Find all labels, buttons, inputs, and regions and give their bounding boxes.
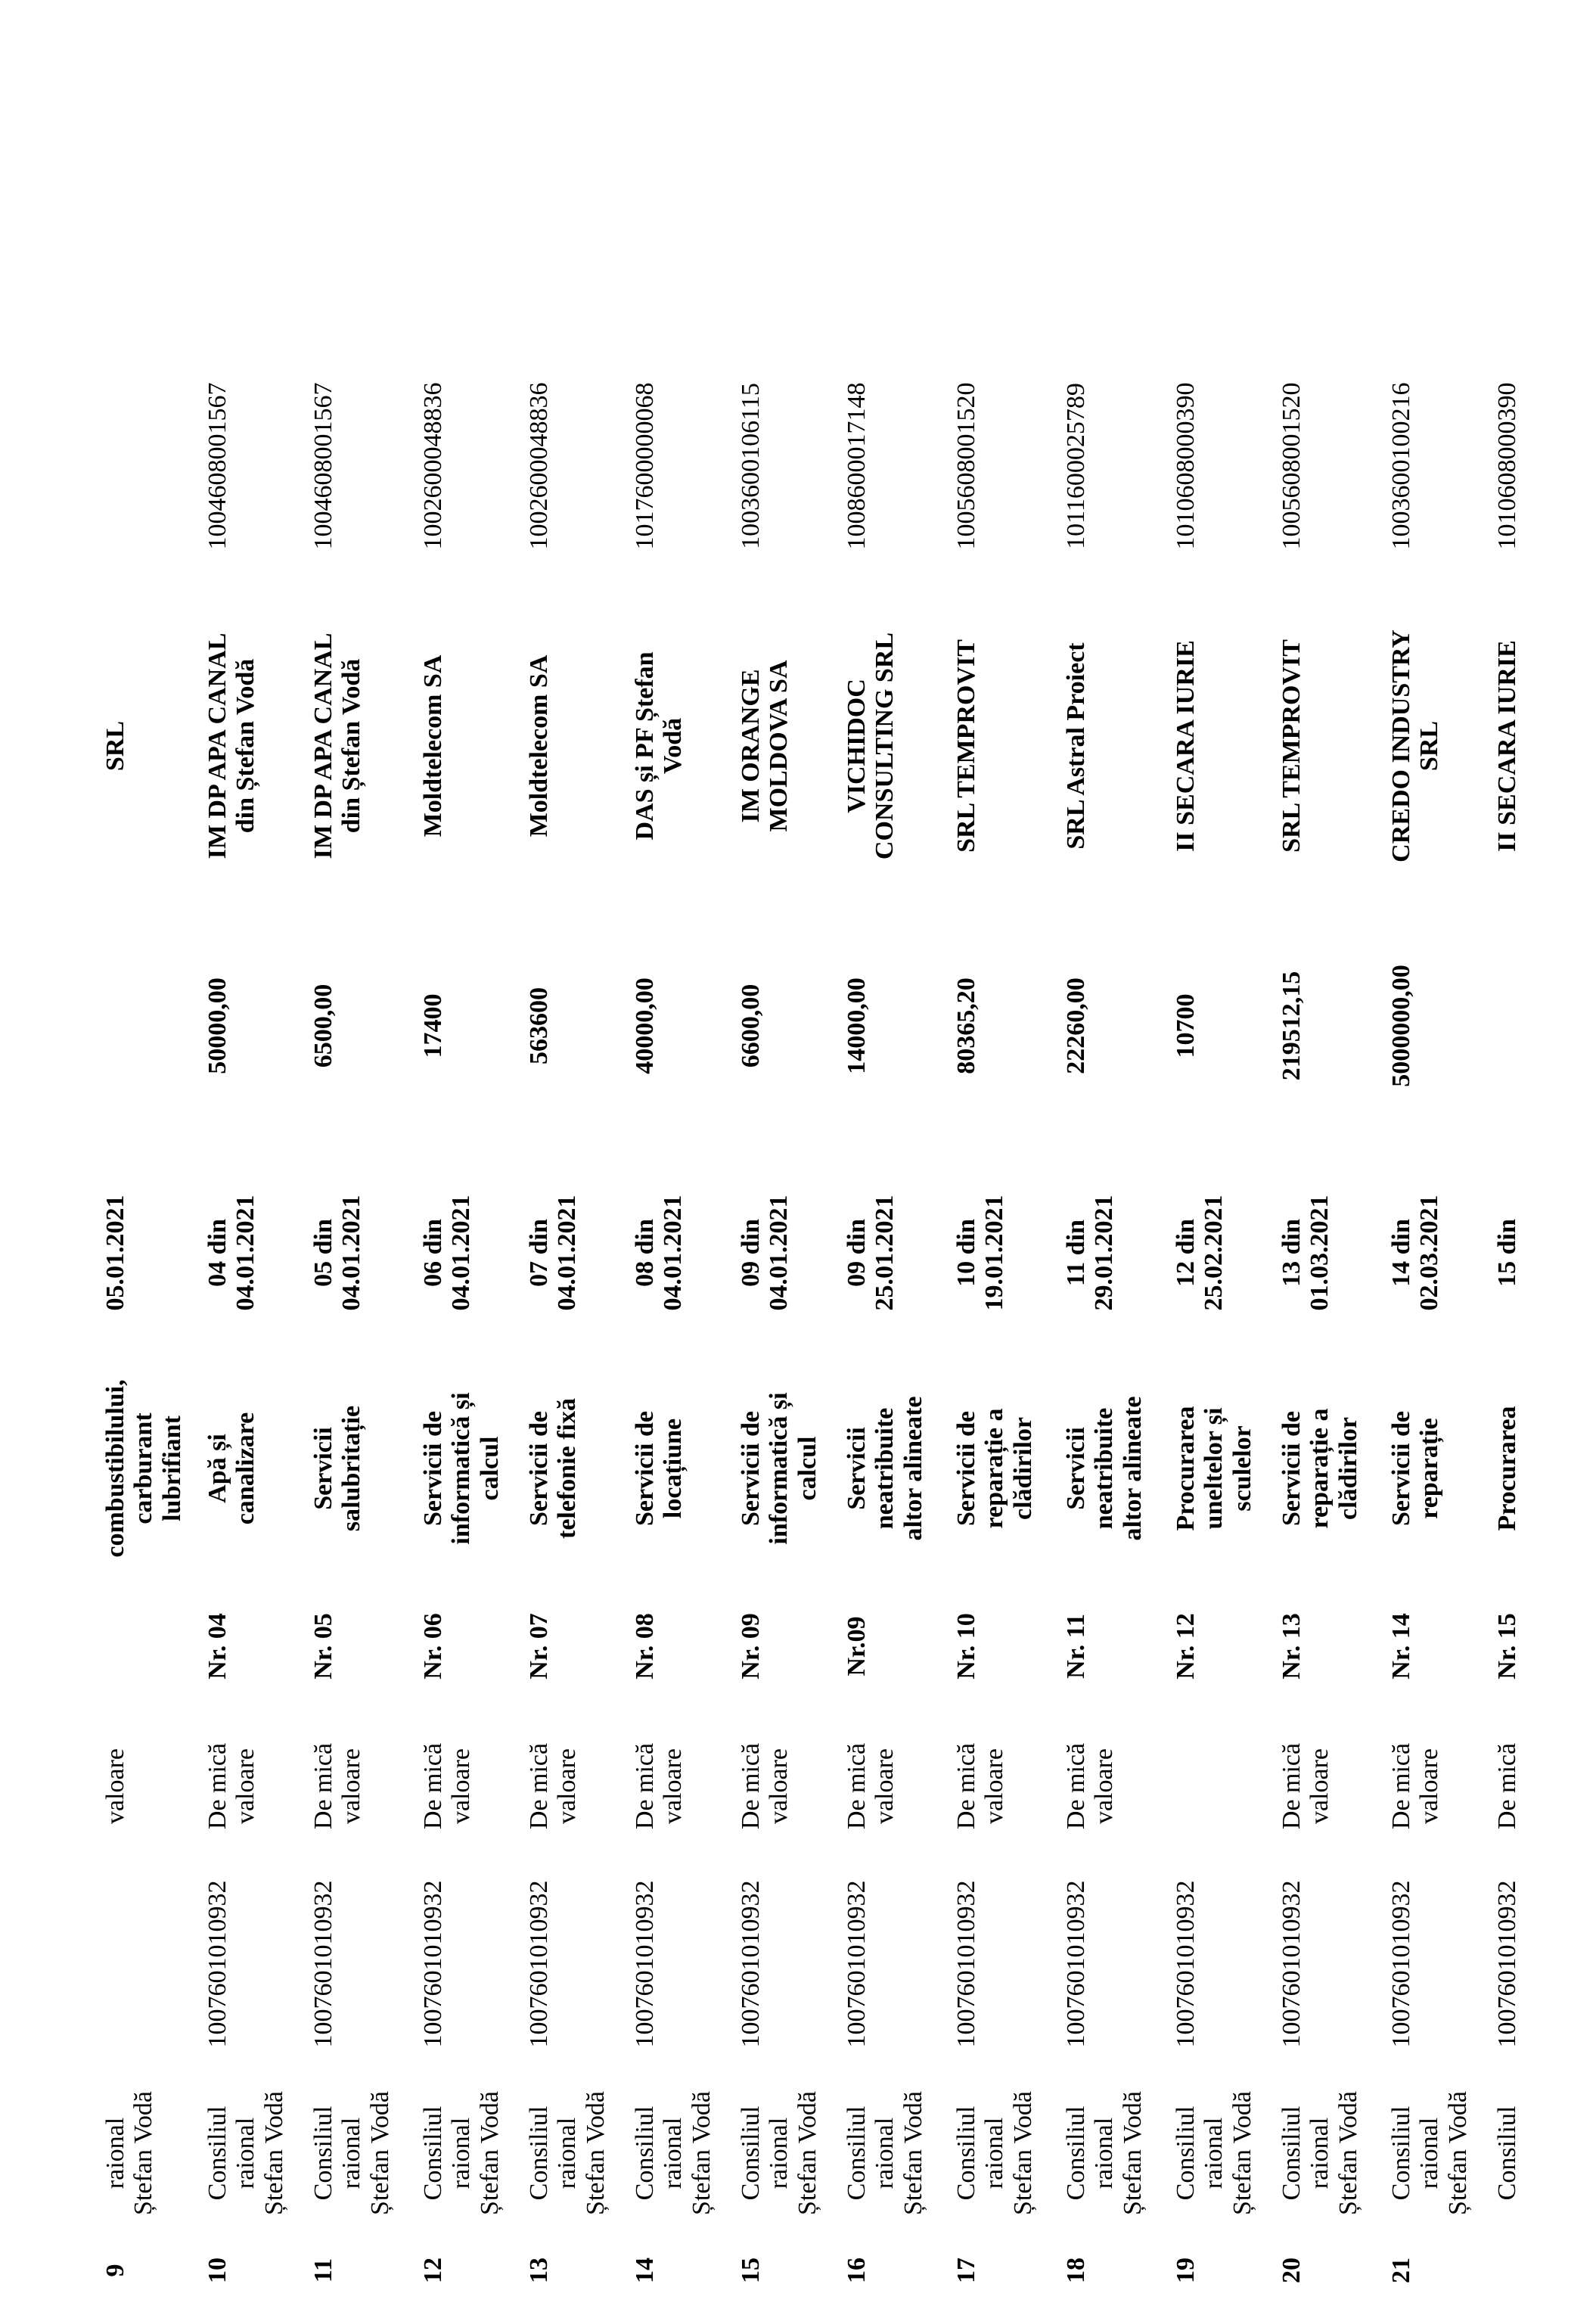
cell-operator: Moldtelecom SA: [419, 654, 447, 837]
cell-operator-idno: 1002600048836: [419, 382, 447, 550]
cell-subject: Servicii de informatică și calcul: [419, 1392, 504, 1545]
cell-operator-idno: 1004608001567: [309, 382, 337, 550]
cell-procedure-type: [1169, 1722, 1275, 1851]
cell-idno: 1007601010932: [1172, 1880, 1200, 2048]
cell-organization: Consiliul raional Ștefan Vodă: [1172, 2091, 1256, 2216]
cell-organization: Consiliul raional Ștefan Vodă: [1062, 2091, 1147, 2216]
row-number: 11: [309, 2258, 337, 2283]
row-number: 9: [101, 2264, 129, 2277]
cell-procedure-type: De mică valoare: [1062, 1742, 1119, 1830]
cell-operator: IM DP APA CANAL din Ștefan Vodă: [203, 632, 260, 859]
cell-procedure-type: De mică valoare: [1278, 1742, 1334, 1830]
cell-amount: 6600,00: [737, 984, 765, 1068]
row-number: 17: [952, 2258, 980, 2283]
cell-contract-date: 11 din 29.01.2021: [1062, 1195, 1119, 1311]
cell-idno: 1007601010932: [525, 1880, 553, 2048]
cell-subject: combustibilului, carburant lubrifiant: [101, 1379, 186, 1558]
cell-contract-date: 08 din 04.01.2021: [631, 1195, 688, 1311]
cell-procedure-type: valoare: [101, 1748, 129, 1825]
cell-amount: 50000,00: [203, 977, 231, 1074]
cell-procedure-type: De mică valoare: [631, 1742, 688, 1830]
cell-contract-date: 15 din: [1493, 1219, 1521, 1287]
cell-contract-number: Nr. 04: [203, 1613, 231, 1680]
cell-organization: raional Ștefan Vodă: [101, 2091, 158, 2216]
cell-subject: Servicii de informatică și calcul: [737, 1392, 821, 1545]
cell-operator: SRL TEMPROVIT: [1278, 639, 1306, 853]
cell-contract-date: 05.01.2021: [101, 1195, 129, 1311]
table-row: [1169, 353, 1275, 2312]
cell-idno: 1007601010932: [737, 1880, 765, 2048]
cell-subject: Procurarea: [1493, 1406, 1521, 1531]
cell-operator: SRL Astral Proiect: [1062, 642, 1090, 850]
cell-amount: 219512,15: [1278, 971, 1306, 1081]
row-number: 19: [1172, 2258, 1200, 2283]
cell-operator-idno: 1004608001567: [203, 382, 231, 550]
cell-amount: 14000,00: [843, 977, 871, 1074]
cell-contract-number: Nr. 05: [309, 1613, 337, 1680]
cell-contract-date: 09 din 04.01.2021: [737, 1195, 793, 1311]
cell-subject: Apă și canalizare: [203, 1412, 260, 1525]
cell-procedure-type: De mică valoare: [203, 1742, 260, 1830]
cell-procedure-type: De mică: [1493, 1742, 1521, 1830]
cell-subject: Servicii neatribuite altor alineate: [843, 1396, 927, 1541]
cell-contract-date: 13 din 01.03.2021: [1278, 1195, 1334, 1311]
row-number: [1490, 2229, 1596, 2312]
cell-idno: 1007601010932: [1493, 1880, 1521, 2048]
table-row: [306, 353, 416, 2312]
cell-subject: Servicii de reparație a clădirilor: [952, 1408, 1037, 1529]
cell-operator-idno: 1010608000390: [1172, 382, 1200, 550]
cell-amount: 22260,00: [1062, 977, 1090, 1074]
cell-contract-number: Nr. 06: [419, 1613, 447, 1680]
cell-organization: Consiliul: [1493, 2105, 1521, 2201]
table-row: [840, 353, 949, 2312]
cell-contract-date: 09 din 25.01.2021: [843, 1195, 899, 1311]
cell-idno: 1007601010932: [309, 1880, 337, 2048]
table-row: [1384, 353, 1490, 2312]
row-number: 16: [843, 2258, 871, 2283]
cell-contract-date: 04 din 04.01.2021: [203, 1195, 260, 1311]
cell-contract-number: Nr. 15: [1493, 1613, 1521, 1680]
row-number: 18: [1062, 2258, 1090, 2283]
cell-idno: 1007601010932: [1387, 1880, 1415, 2048]
cell-idno: 1007601010932: [952, 1880, 980, 2048]
cell-operator-idno: 1005608001520: [952, 382, 980, 550]
cell-amount: 80365,20: [952, 977, 980, 1074]
cell-amount: 6500,00: [309, 984, 337, 1068]
cell-operator-idno: 1011600025789: [1062, 383, 1090, 549]
cell-operator-idno: [98, 353, 200, 580]
cell-contract-date: 05 din 04.01.2021: [309, 1195, 366, 1311]
cell-procedure-type: De mică valoare: [737, 1742, 793, 1830]
cell-contract-number: Nr. 11: [1062, 1614, 1090, 1679]
cell-idno: 1007601010932: [631, 1880, 659, 2048]
table-row: [1275, 353, 1384, 2312]
cell-procedure-type: De mică valoare: [843, 1742, 899, 1830]
cell-organization: Consiliul raional Ștefan Vodă: [631, 2091, 716, 2216]
cell-operator: CREDO INDUSTRY SRL: [1387, 629, 1444, 862]
cell-amount: 40000,00: [631, 977, 659, 1074]
cell-idno: [98, 1851, 200, 2077]
row-number: 10: [203, 2258, 231, 2283]
cell-subject: Servicii de reparație: [1387, 1410, 1444, 1527]
row-number: 20: [1278, 2258, 1306, 2283]
cell-contract-number: [98, 1571, 200, 1722]
cell-operator: II SECARA IURIE: [1493, 640, 1521, 852]
cell-contract-number: Nr.09: [843, 1616, 871, 1677]
cell-operator-idno: 1017600000068: [631, 382, 659, 550]
cell-contract-number: Nr. 13: [1278, 1613, 1306, 1680]
cell-contract-date: 14 din 02.03.2021: [1387, 1195, 1444, 1311]
cell-organization: Consiliul raional Ștefan Vodă: [525, 2091, 610, 2216]
cell-operator-idno: 1003600100216: [1387, 382, 1415, 550]
cell-operator: VICHIDOC CONSULTING SRL: [843, 632, 899, 860]
cell-operator: II SECARA IURIE: [1172, 640, 1200, 852]
cell-procedure-type: De mică valoare: [1387, 1742, 1444, 1830]
table-row: [734, 353, 840, 2312]
table-row: [416, 353, 522, 2312]
cell-subject: Procurarea uneltelor și sculelor: [1172, 1406, 1256, 1531]
cell-organization: Consiliul raional Ștefan Vodă: [843, 2091, 927, 2216]
cell-idno: 1007601010932: [419, 1880, 447, 2048]
cell-procedure-type: De mică valoare: [419, 1742, 476, 1830]
cell-organization: Consiliul raional Ștefan Vodă: [737, 2091, 821, 2216]
table-row: [628, 353, 734, 2312]
cell-organization: Consiliul raional Ștefan Vodă: [1278, 2091, 1362, 2216]
cell-operator-idno: 1003600106115: [737, 383, 765, 549]
cell-operator: DAS și PF Ștefan Vodă: [631, 651, 688, 841]
cell-procedure-type: De mică valoare: [952, 1742, 1009, 1830]
cell-amount: 10700: [1172, 993, 1200, 1058]
cell-subject: Servicii de locațiune: [631, 1410, 688, 1527]
cell-amount: [98, 912, 200, 1139]
table-row: [522, 353, 628, 2312]
cell-contract-date: 12 din 25.02.2021: [1172, 1195, 1228, 1311]
cell-idno: 1007601010932: [203, 1880, 231, 2048]
cell-subject: Servicii de reparație a clădirilor: [1278, 1408, 1362, 1529]
row-number: 15: [737, 2258, 765, 2283]
cell-contract-date: 10 din 19.01.2021: [952, 1195, 1009, 1311]
cell-procedure-type: De mică valoare: [309, 1742, 366, 1830]
cell-contract-number: Nr. 09: [737, 1613, 765, 1680]
row-number: 21: [1387, 2258, 1415, 2283]
cell-organization: Consiliul raional Ștefan Vodă: [1387, 2091, 1472, 2216]
cell-amount: 563600: [525, 987, 553, 1064]
procurement-contracts-table: [98, 353, 1596, 2312]
cell-contract-number: Nr. 10: [952, 1613, 980, 1680]
cell-operator: IM ORANGE MOLDOVA SA: [737, 660, 793, 832]
table-body: [98, 353, 1596, 2312]
row-number: 13: [525, 2258, 553, 2283]
cell-organization: Consiliul raional Ștefan Vodă: [309, 2091, 394, 2216]
cell-operator: IM DP APA CANAL din Ștefan Vodă: [309, 632, 366, 859]
cell-contract-number: Nr. 14: [1387, 1613, 1415, 1680]
cell-operator: Moldtelecom SA: [525, 654, 553, 837]
cell-amount: 5000000,00: [1387, 965, 1415, 1087]
cell-contract-number: Nr. 12: [1172, 1613, 1200, 1680]
cell-operator-idno: 1008600017148: [843, 382, 871, 550]
cell-subject: Servicii neatribuite altor alineate: [1062, 1396, 1147, 1541]
cell-organization: Consiliul raional Ștefan Vodă: [952, 2091, 1037, 2216]
row-number: 12: [419, 2258, 447, 2283]
cell-procedure-type: De mică valoare: [525, 1742, 582, 1830]
table-row: [1059, 353, 1169, 2312]
cell-contract-number: Nr. 08: [631, 1613, 659, 1680]
cell-operator: SRL: [101, 720, 129, 772]
cell-operator-idno: 1002600048836: [525, 382, 553, 550]
cell-operator-idno: 1010608000390: [1493, 382, 1521, 550]
cell-operator-idno: 1005608001520: [1278, 382, 1306, 550]
cell-idno: 1007601010932: [1278, 1880, 1306, 2048]
cell-idno: 1007601010932: [1062, 1880, 1090, 2048]
row-number: 14: [631, 2258, 659, 2283]
cell-amount: 17400: [419, 993, 447, 1058]
cell-subject: Servicii de telefonie fixă: [525, 1398, 582, 1539]
table-row: [98, 353, 200, 2312]
table-row: [1490, 353, 1596, 2312]
table-row: [200, 353, 306, 2312]
cell-idno: 1007601010932: [843, 1880, 871, 2048]
table-row: [949, 353, 1059, 2312]
cell-organization: Consiliul raional Ștefan Vodă: [419, 2091, 504, 2216]
cell-operator: SRL TEMPROVIT: [952, 639, 980, 853]
cell-organization: Consiliul raional Ștefan Vodă: [203, 2091, 288, 2216]
cell-contract-date: 07 din 04.01.2021: [525, 1195, 582, 1311]
cell-contract-date: 06 din 04.01.2021: [419, 1195, 476, 1311]
cell-subject: Servicii salubritație: [309, 1405, 366, 1532]
cell-contract-number: Nr. 07: [525, 1613, 553, 1680]
cell-amount: [1490, 912, 1596, 1139]
